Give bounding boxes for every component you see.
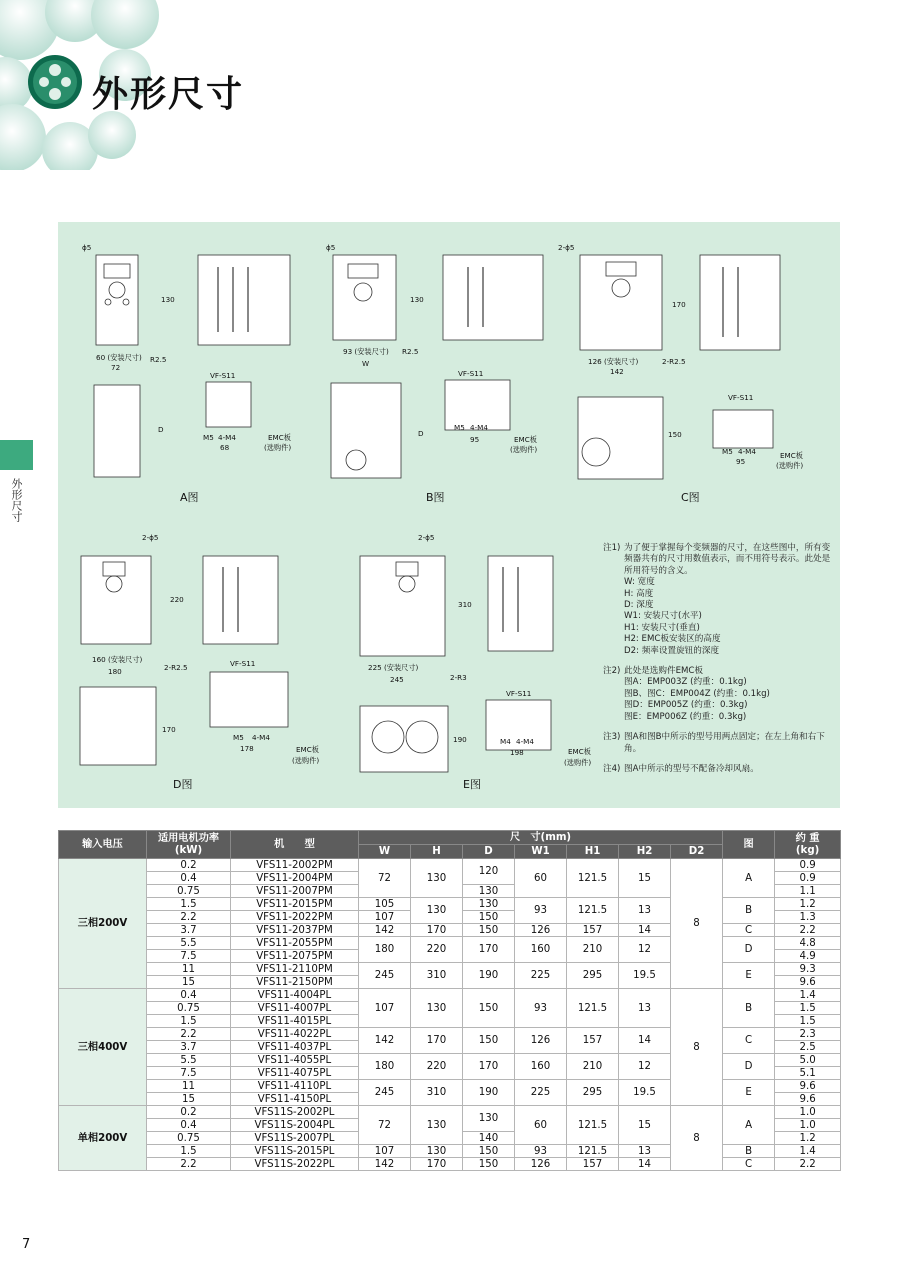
fig-d-emc: EMC板 (296, 745, 319, 754)
fig-a-emc (206, 382, 251, 427)
fig-a-dim-11: M5 (203, 433, 214, 442)
fig-a-dim-0: ϕ5 (82, 243, 92, 252)
fig-a-dim-6: 72 (111, 363, 121, 372)
th-model: 机 型 (231, 831, 359, 859)
page-title: 外形尺寸 (92, 74, 245, 115)
fig-b-dim-12: 4-M4 (470, 423, 488, 432)
fig-d-bottom (80, 687, 156, 765)
th-h: H (411, 845, 463, 859)
table-row: 1.5 VFS11S-2015PL 107 130 150 93 121.5 13 B 1.4 (59, 1145, 841, 1158)
th-d: D (463, 845, 515, 859)
table-row: 三相400V 0.4 VFS11-4004PL 107 130 150 93 121.5 13 8 B 1.4 (59, 989, 841, 1002)
fig-b-vf: VF-S11 (458, 369, 484, 378)
table-row: 7.5 VFS11-2075PM 4.9 (59, 950, 841, 963)
fig-a-dim-5: R2.5 (150, 355, 167, 364)
fig-d-dim-9: 170 (162, 725, 176, 734)
table-row: 0.4 VFS11-2004PM 0.9 (59, 872, 841, 885)
fig-d-dim-0: 2-ϕ5 (142, 533, 159, 542)
fig-d-dim-12: M5 (233, 733, 244, 742)
th-dims: 尺 寸(mm) (359, 831, 723, 845)
fig-a-dim-4: 60 (安装尺寸) (96, 353, 142, 362)
table-row: 2.2 VFS11-2022PM 107 150 1.3 (59, 911, 841, 924)
fig-c-emc: EMC板 (780, 451, 803, 460)
fig-d-dim-7: 180 (108, 667, 122, 676)
fig-c-dim-2: 170 (672, 300, 686, 309)
fig-b-emc: EMC板 (514, 435, 537, 444)
fig-a-dim-13: 68 (220, 443, 230, 452)
voltage-cell: 三相200V (59, 859, 147, 989)
voltage-cell: 三相400V (59, 989, 147, 1106)
table-row: 3.7 VFS11-2037PM 142 170 150 126 157 14 C 2.2 (59, 924, 841, 937)
note-4: 注4) 图A中所示的型号不配备冷却风扇。 (603, 763, 759, 774)
fig-b-dim-8: D (418, 429, 424, 438)
table-row: 0.75 VFS11-2007PM 130 1.1 (59, 885, 841, 898)
fig-b-dim-4: 93 (安装尺寸) (343, 347, 389, 356)
fig-d-emc-sub: (选购件) (292, 756, 320, 765)
fig-b-side (443, 255, 543, 340)
table-row: 15 VFS11-2150PM 9.6 (59, 976, 841, 989)
table-row: 2.2 VFS11-4022PL 142 170 150 126 157 14 C 2.3 (59, 1028, 841, 1041)
fig-c-emc-sub: (选购件) (776, 461, 804, 470)
fig-c-label: C图 (681, 491, 700, 504)
fig-c-dim-6: 2-R2.5 (662, 357, 686, 366)
fig-c-front (580, 255, 662, 350)
note-2: 注2) 此处是选购件EMC板 图A：EMP003Z (约重：0.1kg) 图B、图C：EMP004Z (约重：0.1kg) 图D：EMP005Z (约重：0.3kg) 图E：EMP006Z (约重：0.3kg) (603, 666, 770, 722)
th-d2: D2 (671, 845, 723, 859)
page-number: 7 (22, 1237, 31, 1252)
fig-b-dim-0: ϕ5 (326, 243, 336, 252)
fig-d-emc (210, 672, 288, 727)
th-h1: H1 (567, 845, 619, 859)
fig-e-dim-0: 2-ϕ5 (418, 533, 435, 542)
note-3: 注3) 图A和图B中所示的型号用两点固定；在左上角和右下角。 (603, 732, 825, 754)
fig-d-dim-6: 2-R2.5 (164, 663, 188, 672)
fig-d-front (81, 556, 151, 644)
fig-b-front (333, 255, 396, 340)
fig-c-dim-12: M5 (722, 447, 733, 456)
note-1: 注1) 为了便于掌握每个变频器的尺寸，在这些图中，所有变频器共有的尺寸用数值表示，而不用符号表示。此处是所用符号的含义。 W: 宽度 H: 高度 D: 深度 W1: 安装尺寸(水平) H1: 安装尺寸(垂直) H2: EMC板安装区的高度 D2: 频率设置旋钮的深度 (603, 543, 831, 656)
table-row: 11 VFS11-2110PM 245 310 190 225 295 19.5 E 9.3 (59, 963, 841, 976)
fig-a-emc-sub: (选购件) (264, 443, 292, 452)
fig-e-label: E图 (463, 778, 481, 791)
fig-e-dim-12: M4 (500, 737, 511, 746)
table-row: 0.75 VFS11S-2007PL 140 1.2 (59, 1132, 841, 1145)
fig-e-dim-5: 225 (安装尺寸) (368, 663, 419, 672)
table-row: 2.2 VFS11S-2022PL 142 170 150 126 157 14 C 2.2 (59, 1158, 841, 1171)
fig-e-dim-9: 190 (453, 735, 467, 744)
table-row: 0.4 VFS11S-2004PL 1.0 (59, 1119, 841, 1132)
fig-a-bottom (94, 385, 140, 477)
fig-b-dim-1: 130 (410, 295, 424, 304)
side-tab-label: 外形尺寸 (10, 478, 23, 522)
fig-a-dim-8: D (158, 425, 164, 434)
fig-a-dim-1: 130 (161, 295, 175, 304)
table-row: 1.5 VFS11-4015PL 1.5 (59, 1015, 841, 1028)
fig-d-side (203, 556, 278, 644)
fig-a-emc: EMC板 (268, 433, 291, 442)
table-row: 7.5 VFS11-4075PL 5.1 (59, 1067, 841, 1080)
fig-e-dim-14: 198 (510, 748, 524, 757)
fig-c-dim-0: 2-ϕ5 (558, 243, 575, 252)
fig-d-label: D图 (173, 778, 193, 791)
fig-d-dim-13: 4-M4 (252, 733, 270, 742)
fig-c-bottom (578, 397, 663, 479)
fig-c-emc (713, 410, 773, 448)
fig-b-label: B图 (426, 491, 445, 504)
fig-c-vf: VF-S11 (728, 393, 754, 402)
fig-e-vf: VF-S11 (506, 689, 532, 698)
notes-block (603, 543, 835, 775)
fig-c-dim-9: 150 (668, 430, 682, 439)
table-row: 单相200V 0.2 VFS11S-2002PL 72 130 130 60 121.5 15 8 A 1.0 (59, 1106, 841, 1119)
fig-d-vf: VF-S11 (230, 659, 256, 668)
fig-b-dim-11: M5 (454, 423, 465, 432)
fig-d-dim-5: 160 (安装尺寸) (92, 655, 143, 664)
fig-b-dim-6: W (362, 359, 370, 368)
fig-d-dim-14: 178 (240, 744, 254, 753)
table-row: 三相200V 0.2 VFS11-2002PM 72 130 120 60 121.5 15 8 A 0.9 (59, 859, 841, 872)
fig-e-dim-13: 4-M4 (516, 737, 534, 746)
fig-d-dim-2: 220 (170, 595, 184, 604)
fig-b-dim-5: R2.5 (402, 347, 419, 356)
table-row: 1.5 VFS11-2015PM 105 130 130 93 121.5 13 B 1.2 (59, 898, 841, 911)
fig-a-vf: VF-S11 (210, 371, 236, 380)
fig-e-side (488, 556, 553, 651)
fig-a-front (96, 255, 138, 345)
th-h2: H2 (619, 845, 671, 859)
fig-c-dim-5: 126 (安装尺寸) (588, 357, 639, 366)
fig-e-dim-7: 245 (390, 675, 404, 684)
th-w1: W1 (515, 845, 567, 859)
table-row: 3.7 VFS11-4037PL 2.5 (59, 1041, 841, 1054)
fig-b-bottom (331, 383, 401, 478)
table-row: 0.75 VFS11-4007PL 1.5 (59, 1002, 841, 1015)
fig-c-dim-7: 142 (610, 367, 624, 376)
voltage-cell: 单相200V (59, 1106, 147, 1171)
table-row: 5.5 VFS11-4055PL 180 220 170 160 210 12 D 5.0 (59, 1054, 841, 1067)
fig-e-front (360, 556, 445, 656)
th-power: 适用电机功率 (kW) (147, 831, 231, 859)
fig-b-emc-sub: (选购件) (510, 445, 538, 454)
fig-e-emc: EMC板 (568, 747, 591, 756)
side-tab-marker (0, 440, 33, 470)
th-weight: 约 重 (kg) (775, 831, 841, 859)
fig-b-dim-13: 95 (470, 435, 480, 444)
fig-c-side (700, 255, 780, 350)
table-row: 15 VFS11-4150PL 9.6 (59, 1093, 841, 1106)
fig-e-dim-2: 310 (458, 600, 472, 609)
th-w: W (359, 845, 411, 859)
th-voltage: 输入电压 (59, 831, 147, 859)
fig-a-side (198, 255, 290, 345)
th-figure: 图 (723, 831, 775, 859)
table-row: 5.5 VFS11-2055PM 180 220 170 160 210 12 D 4.8 (59, 937, 841, 950)
fig-e-dim-6: 2-R3 (450, 673, 467, 682)
fig-a-dim-12: 4-M4 (218, 433, 236, 442)
spec-table (58, 830, 841, 1171)
fig-e-emc-sub: (选购件) (564, 758, 592, 767)
fig-c-dim-14: 95 (736, 457, 746, 466)
fig-a-label: A图 (180, 491, 199, 504)
fig-c-dim-13: 4-M4 (738, 447, 756, 456)
table-row: 11 VFS11-4110PL 245 310 190 225 295 19.5 E 9.6 (59, 1080, 841, 1093)
